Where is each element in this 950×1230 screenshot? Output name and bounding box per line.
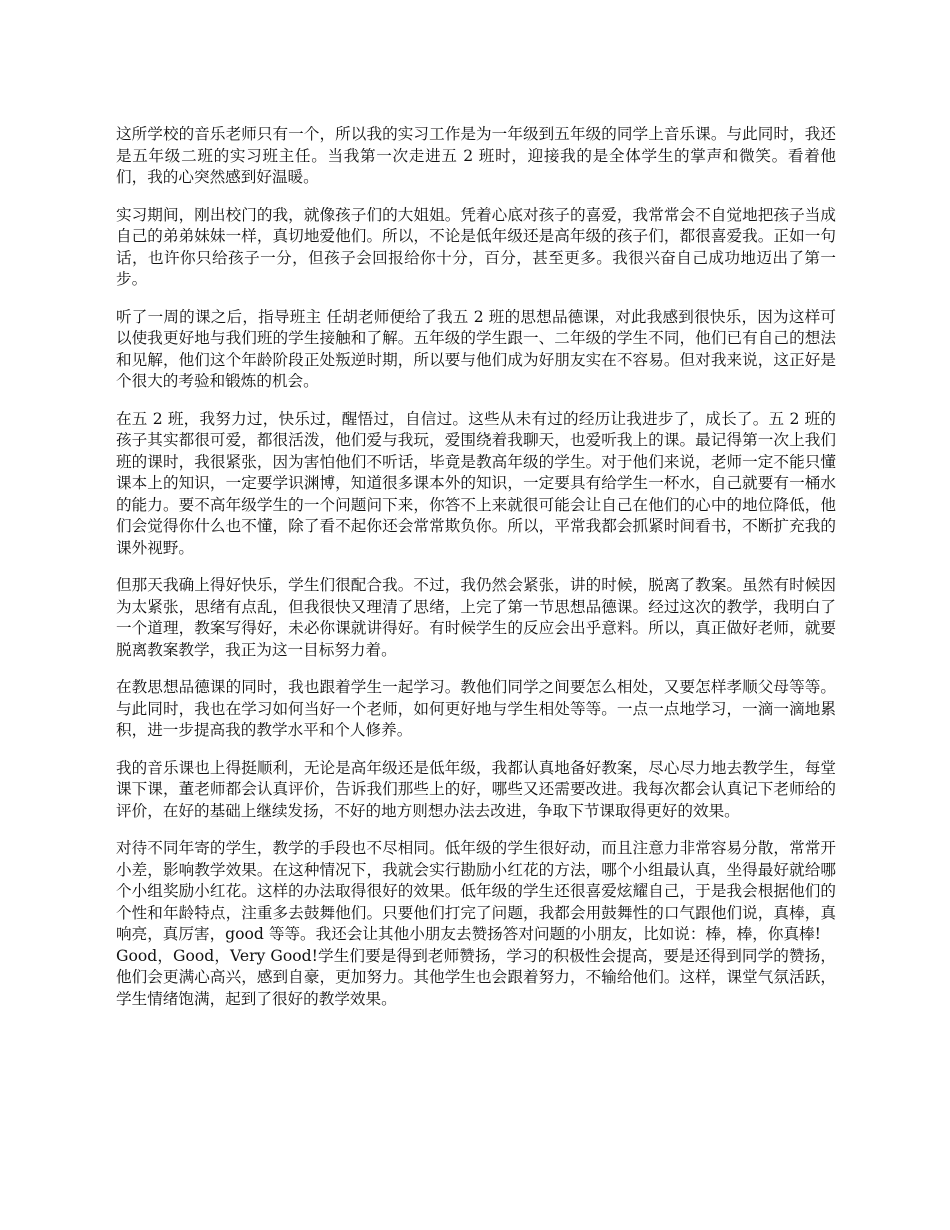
paragraph-5: 但那天我确上得好快乐，学生们很配合我。不过，我仍然会紧张，讲的时候，脱离了教案。虽然有时候因为太紧张，思绪有点乱，但我很快又理清了思绪，上完了第一节思想品德课。经过这次的教学，我明白了一个道理，教案写得好，未必你课就讲得好。有时候学生的反应会出乎意料。所以，真正做好老师，就要脱离教案教学，我正为这一目标努力着。 xyxy=(116,576,836,659)
paragraph-7: 我的音乐课也上得挺顺利，无论是高年级还是低年级，我都认真地备好教案，尽心尽力地去教学生，每堂课下课，董老师都会认真评价，告诉我们那些上的好，哪些又还需要改进。我每次都会认真记下老师给的评价，在好的基础上继续发扬，不好的地方则想办法去改进，争取下节课取得更好的效果。 xyxy=(116,758,836,820)
paragraph-4: 在五 2 班，我努力过，快乐过，醒悟过，自信过。这些从未有过的经历让我进步了，成长了。五 2 班的孩子其实都很可爱，都很活泼，他们爱与我玩，爱围绕着我聊天，也爱听我上的课。最记得第一次上我们班的课时，我很紧张，因为害怕他们不听话，毕竟是教高年级的学生。对于他们来说，老师一定不能只懂课本上的知识，一定要学识渊博，知道很多课本外的知识，一定要具有给学生一杯水，自己就要有一桶水的能力。要不高年级学生的一个问题问下来，你答不上来就很可能会让自己在他们的心中的地位降低，他们会觉得你什么也不懂，除了看不起你还会常常欺负你。所以，平常我都会抓紧时间看书，不断扩充我的课外视野。 xyxy=(116,409,836,557)
document-body xyxy=(116,124,836,1026)
paragraph-2: 实习期间，刚出校门的我，就像孩子们的大姐姐。凭着心底对孩子的喜爱，我常常会不自觉地把孩子当成自己的弟弟妹妹一样，真切地爱他们。所以，不论是低年级还是高年级的孩子们，都很喜爱我。正如一句话，也许你只给孩子一分，但孩子会回报给你十分，百分，甚至更多。我很兴奋自己成功地迈出了第一步。 xyxy=(116,205,836,288)
paragraph-6: 在教思想品德课的同时，我也跟着学生一起学习。教他们同学之间要怎么相处，又要怎样孝顺父母等等。与此同时，我也在学习如何当好一个老师，如何更好地与学生相处等等。一点一点地学习，一滴一滴地累积，进一步提高我的教学水平和个人修养。 xyxy=(116,678,836,739)
paragraph-1: 这所学校的音乐老师只有一个，所以我的实习工作是为一年级到五年级的同学上音乐课。与此同时，我还是五年级二班的实习班主任。当我第一次走进五 2 班时，迎接我的是全体学生的掌声和微笑。看着他们，我的心突然感到好温暖。 xyxy=(116,125,836,186)
paragraph-8: 对待不同年寄的学生，教学的手段也不尽相同。低年级的学生很好动，而且注意力非常容易分散，常常开小差，影响教学效果。在这种情况下，我就会实行勘励小红花的方法，哪个小组最认真，坐得最好就给哪个小组奖励小红花。这样的办法取得很好的效果。低年级的学生还很喜爱炫耀自己，于是我会根据他们的个性和年龄特点，注重多去鼓舞他们。只要他们打完了问题，我都会用鼓舞性的口气跟他们说，真棒，真响亮，真厉害，good 等等。我还会让其他小朋友去赞扬答对问题的小朋友，比如说：棒，棒，你真棒! Good，Good，Very Good!学生们要是得到老师赞扬，学习的积极性会提高，要是还得到同学的赞扬，他们会更满心高兴，感到自豪，更加努力。其他学生也会跟着努力，不输给他们。这样，课堂气氛活跃，学生情绪饱满，起到了很好的教学效果。 xyxy=(116,839,836,1008)
paragraph-3: 听了一周的课之后，指导班主 任胡老师便给了我五 2 班的思想品德课，对此我感到很快乐，因为这样可以使我更好地与我们班的学生接触和了解。五年级的学生跟一、二年级的学生不同，他们已有自己的想法和见解，他们这个年龄阶段正处叛逆时期，所以要与他们成为好朋友实在不容易。但对我来说，这正好是个很大的考验和锻炼的机会。 xyxy=(116,307,836,390)
